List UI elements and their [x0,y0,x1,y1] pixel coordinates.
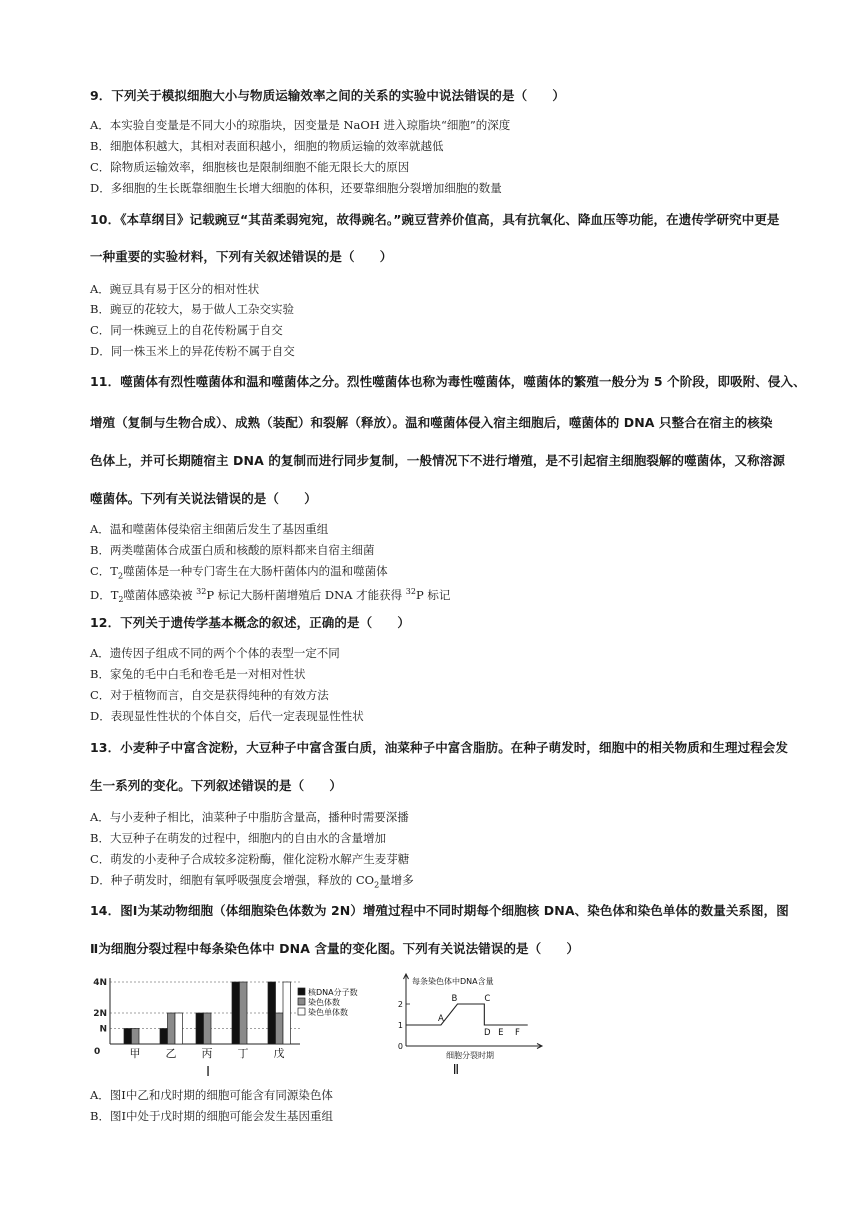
question-13-stem-line1: 13．小麦种子中富含淀粉，大豆种子中富含蛋白质，油菜种子中富含脂肪。在种子萌发时，细胞中的相关物质和生理过程会发 [90,740,788,755]
q11-option-d: D．$T_2$噬菌体感染被 $^{32}$P 标记大肠杆菌增殖后 DNA 才能获得 $^{32}$P 标记 [90,587,451,605]
q12-option-c: C．对于植物而言，自交是获得纯种的有效方法 [90,688,329,702]
q13-option-b: B．大豆种子在萌发的过程中，细胞内的自由水的含量增加 [90,831,386,845]
q9-option-d: D．多细胞的生长既靠细胞生长增大细胞的体积，还要靠细胞分裂增加细胞的数量 [90,181,502,195]
q13-option-d: D．种子萌发时，细胞有氧呼吸强度会增强，释放的 $CO_2$量增多 [90,873,414,890]
question-12-stem: 12．下列关于遗传学基本概念的叙述，正确的是（ ） [90,615,410,630]
question-11-stem-line2: 增殖（复制与生物合成）、成熟（装配）和裂解（释放）。温和噬菌体侵入宿主细胞后，噬菌体的 DNA 只整合在宿主的核染 [90,415,773,430]
question-10-stem-line2: 一种重要的实验材料，下列有关叙述错误的是（ ） [90,249,393,264]
legend-label: 染色单体数 [308,1008,348,1017]
bar [124,1029,132,1045]
bar [132,1029,140,1045]
figure-label: Ⅰ [206,1065,210,1080]
point-label: E [498,1028,504,1038]
y-tick-label: 0 [94,1047,101,1057]
q13-option-a: A．与小麦种子相比，油菜种子中脂肪含量高，播种时需要深播 [90,810,409,824]
q14-option-a: A．图Ⅰ中乙和戊时期的细胞可能含有同源染色体 [90,1088,333,1102]
q14-option-b: B．图Ⅰ中处于戊时期的细胞可能会发生基因重组 [90,1109,333,1123]
question-11-stem-line1: 11．噬菌体有烈性噬菌体和温和噬菌体之分。烈性噬菌体也称为毒性噬菌体，噬菌体的繁殖一般分为 5 个阶段，即吸附、侵入、 [90,374,806,389]
point-label: C [484,994,491,1004]
x-tick-label: 乙 [165,1047,177,1060]
bar [232,982,240,1044]
q10-option-a: A．豌豆具有易于区分的相对性状 [90,282,260,296]
question-11-stem-line4: 噬菌体。下列有关说法错误的是（ ） [90,491,317,506]
q10-option-b: B．豌豆的花较大，易于做人工杂交实验 [90,302,294,316]
q11-option-c: C．$T_2$噬菌体是一种专门寄生在大肠杆菌体内的温和噬菌体 [90,564,388,581]
figure-i-bar-chart [88,972,378,1080]
legend-swatch [298,1008,305,1015]
bar [160,1029,168,1045]
bar [196,1013,204,1044]
legend-label: 染色体数 [308,998,340,1007]
bar [240,982,248,1044]
y-tick-label: 4N [93,978,107,988]
y-axis-title: 每条染色体中DNA含量 [412,977,494,986]
q10-option-d: D．同一株玉米上的异花传粉不属于自交 [90,344,295,358]
question-13-stem-line2: 生一系列的变化。下列叙述错误的是（ ） [90,778,343,793]
series-line [406,1004,528,1025]
y-tick-label: N [99,1024,107,1035]
question-10-stem-line1: 10．《本草纲目》记载豌豆“其苗柔弱宛宛，故得豌名。”豌豆营养价值高，具有抗氧化、降血压等功能，在遗传学研究中更是 [90,212,780,227]
x-tick-label: 丁 [237,1047,249,1060]
q11-option-b: B．两类噬菌体合成蛋白质和核酸的原料都来自宿主细菌 [90,543,375,557]
q12-option-d: D．表现显性性状的个体自交，后代一定表现显性性状 [90,709,364,723]
q11-option-a: A．温和噬菌体侵染宿主细菌后发生了基因重组 [90,522,329,536]
bar [175,1013,183,1044]
y-tick-label: 1 [397,1021,403,1030]
y-tick-label: 0 [397,1042,403,1051]
question-14-stem-line2: Ⅱ为细胞分裂过程中每条染色体中 DNA 含量的变化图。下列有关说法错误的是（ ） [90,941,580,956]
bar [168,1013,176,1044]
question-11-stem-line3: 色体上，并可长期随宿主 DNA 的复制而进行同步复制，一般情况下不进行增殖，是不引起宿主细胞裂解的噬菌体，又称溶源 [90,453,785,468]
point-label: B [451,994,458,1004]
point-label: A [438,1014,444,1024]
x-tick-label: 戊 [273,1047,285,1060]
figure-label: Ⅱ [452,1063,460,1078]
q12-option-b: B．家兔的毛中白毛和卷毛是一对相对性状 [90,667,306,681]
question-14-stem-line1: 14．图Ⅰ为某动物细胞（体细胞染色体数为 2N）增殖过程中不同时期每个细胞核 DNA、染色体和染色单体的数量关系图，图 [90,903,789,918]
bar [276,1013,284,1044]
x-axis-title: 细胞分裂时期 [446,1051,494,1060]
legend-label: 核DNA分子数 [308,988,358,997]
q13-option-c: C．萌发的小麦种子合成较多淀粉酶，催化淀粉水解产生麦芽糖 [90,852,410,866]
y-tick-label: 2N [93,1009,107,1019]
y-tick-label: 2 [397,1000,403,1009]
x-tick-label: 甲 [129,1047,141,1060]
bar [204,1013,212,1044]
bar [268,982,276,1044]
q12-option-a: A．遗传因子组成不同的两个个体的表型一定不同 [90,646,340,660]
point-label: F [514,1028,520,1038]
legend-swatch [298,988,305,995]
q9-option-a: A．本实验自变量是不同大小的琼脂块，因变量是 NaOH 进入琼脂块“细胞”的深度 [90,118,511,132]
legend-swatch [298,998,305,1005]
bar [283,982,291,1044]
q10-option-c: C．同一株豌豆上的自花传粉属于自交 [90,323,283,337]
q9-option-c: C．除物质运输效率，细胞核也是限制细胞不能无限长大的原因 [90,160,410,174]
point-label: D [484,1028,491,1038]
x-tick-label: 丙 [201,1047,213,1060]
figure-ii-line-chart [392,970,552,1080]
q9-option-b: B．细胞体积越大，其相对表面积越小，细胞的物质运输的效率就越低 [90,139,444,153]
question-9-stem: 9．下列关于模拟细胞大小与物质运输效率之间的关系的实验中说法错误的是（ ） [90,88,565,103]
